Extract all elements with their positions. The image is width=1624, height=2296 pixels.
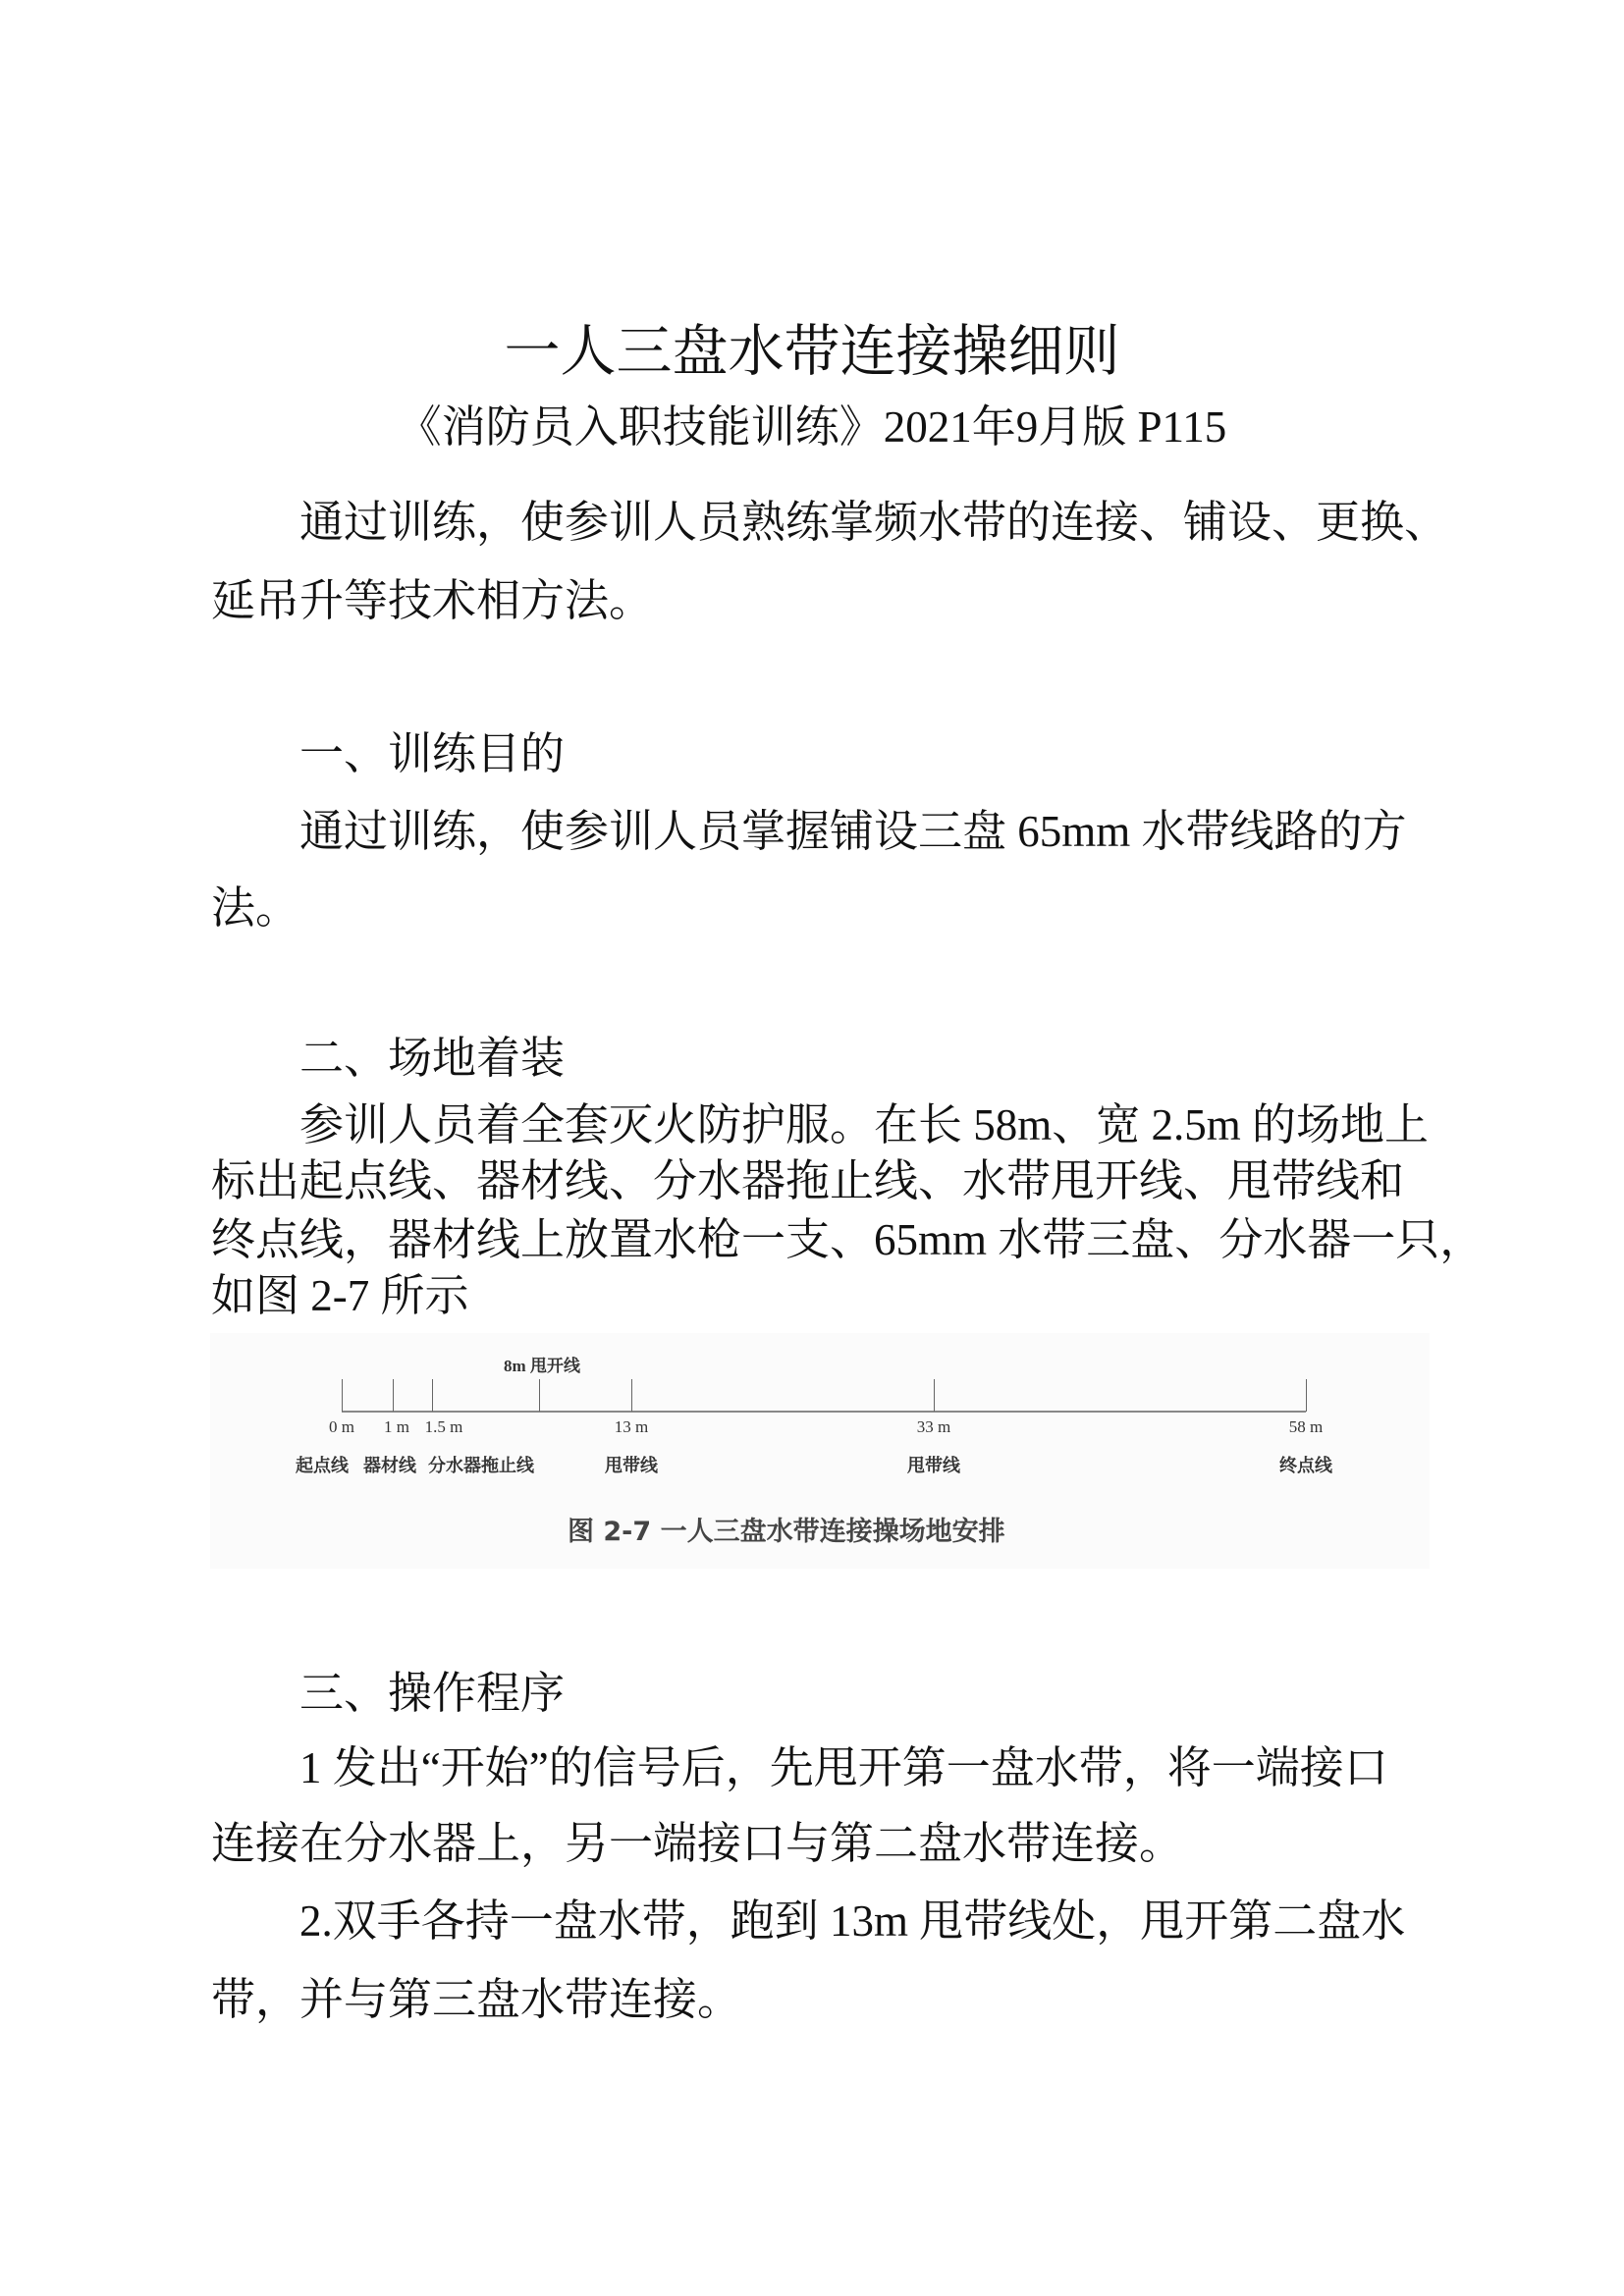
section-heading: 二、场地着装 — [299, 1034, 566, 1083]
figure-tick-label: 58 m — [1288, 1417, 1324, 1436]
figure-line-name: 器材线 — [363, 1456, 416, 1476]
paragraph-line: 终点线，器材线上放置水枪一支、65mm 水带三盘、分水器一只， — [211, 1215, 1485, 1264]
figure-tick — [393, 1379, 394, 1412]
figure-tick — [539, 1379, 540, 1412]
figure-tick-label: 0 m — [329, 1417, 354, 1436]
figure-tick-label: 1.5 m — [424, 1417, 463, 1436]
paragraph-line: 连接在分水器上，另一端接口与第二盘水带连接。 — [211, 1819, 1184, 1868]
paragraph-line: 法。 — [211, 883, 300, 933]
figure-line-name: 起点线 — [296, 1456, 349, 1476]
figure-tick — [342, 1379, 343, 1412]
intro-line: 延吊升等技术相方法。 — [211, 576, 654, 625]
figure-tick-label: 33 m — [916, 1417, 951, 1436]
document-title: 一人三盘水带连接操细则 — [504, 319, 1120, 384]
figure-tick — [631, 1379, 632, 1412]
paragraph-line: 参训人员着全套灭火防护服。在长 58m、宽 2.5m 的场地上 — [299, 1100, 1430, 1149]
figure-line-name: 分水器拖止线 — [428, 1456, 534, 1476]
figure-axis — [342, 1411, 1306, 1413]
figure-tick-label: 13 m — [614, 1417, 649, 1436]
section-heading: 一、训练目的 — [299, 729, 566, 778]
figure-tick-label: 1 m — [384, 1417, 409, 1436]
figure-tick — [432, 1379, 433, 1412]
paragraph-line: 如图 2-7 所示 — [211, 1271, 469, 1320]
paragraph-line: 1 发出“开始”的信号后，先甩开第一盘水带，将一端接口 — [299, 1743, 1388, 1792]
figure-tick — [934, 1379, 935, 1412]
paragraph-line: 通过训练，使参训人员掌握铺设三盘 65mm 水带线路的方 — [299, 807, 1407, 856]
figure-caption: 图 2-7 一人三盘水带连接操场地安排 — [568, 1517, 1005, 1547]
figure-tick — [1306, 1379, 1307, 1412]
bleed-through-text — [884, 1330, 923, 1386]
document-subtitle: 《消防员入职技能训练》2021年9月版 P115 — [397, 402, 1227, 452]
paragraph-line: 带，并与第三盘水带连接。 — [211, 1975, 742, 2024]
paragraph-line: 标出起点线、器材线、分水器拖止线、水带甩开线、甩带线和 — [211, 1156, 1405, 1205]
figure-top-label: 8m 甩开线 — [504, 1357, 580, 1375]
section-heading: 三、操作程序 — [299, 1669, 566, 1718]
figure-line-name: 甩带线 — [605, 1456, 658, 1476]
figure-line-name: 甩带线 — [907, 1456, 960, 1476]
figure-line-name: 终点线 — [1279, 1456, 1332, 1476]
paragraph-line: 2.双手各持一盘水带，跑到 13m 甩带线处，甩开第二盘水 — [299, 1896, 1406, 1946]
intro-line: 通过训练，使参训人员熟练掌频水带的连接、铺设、更换、 — [299, 498, 1449, 547]
